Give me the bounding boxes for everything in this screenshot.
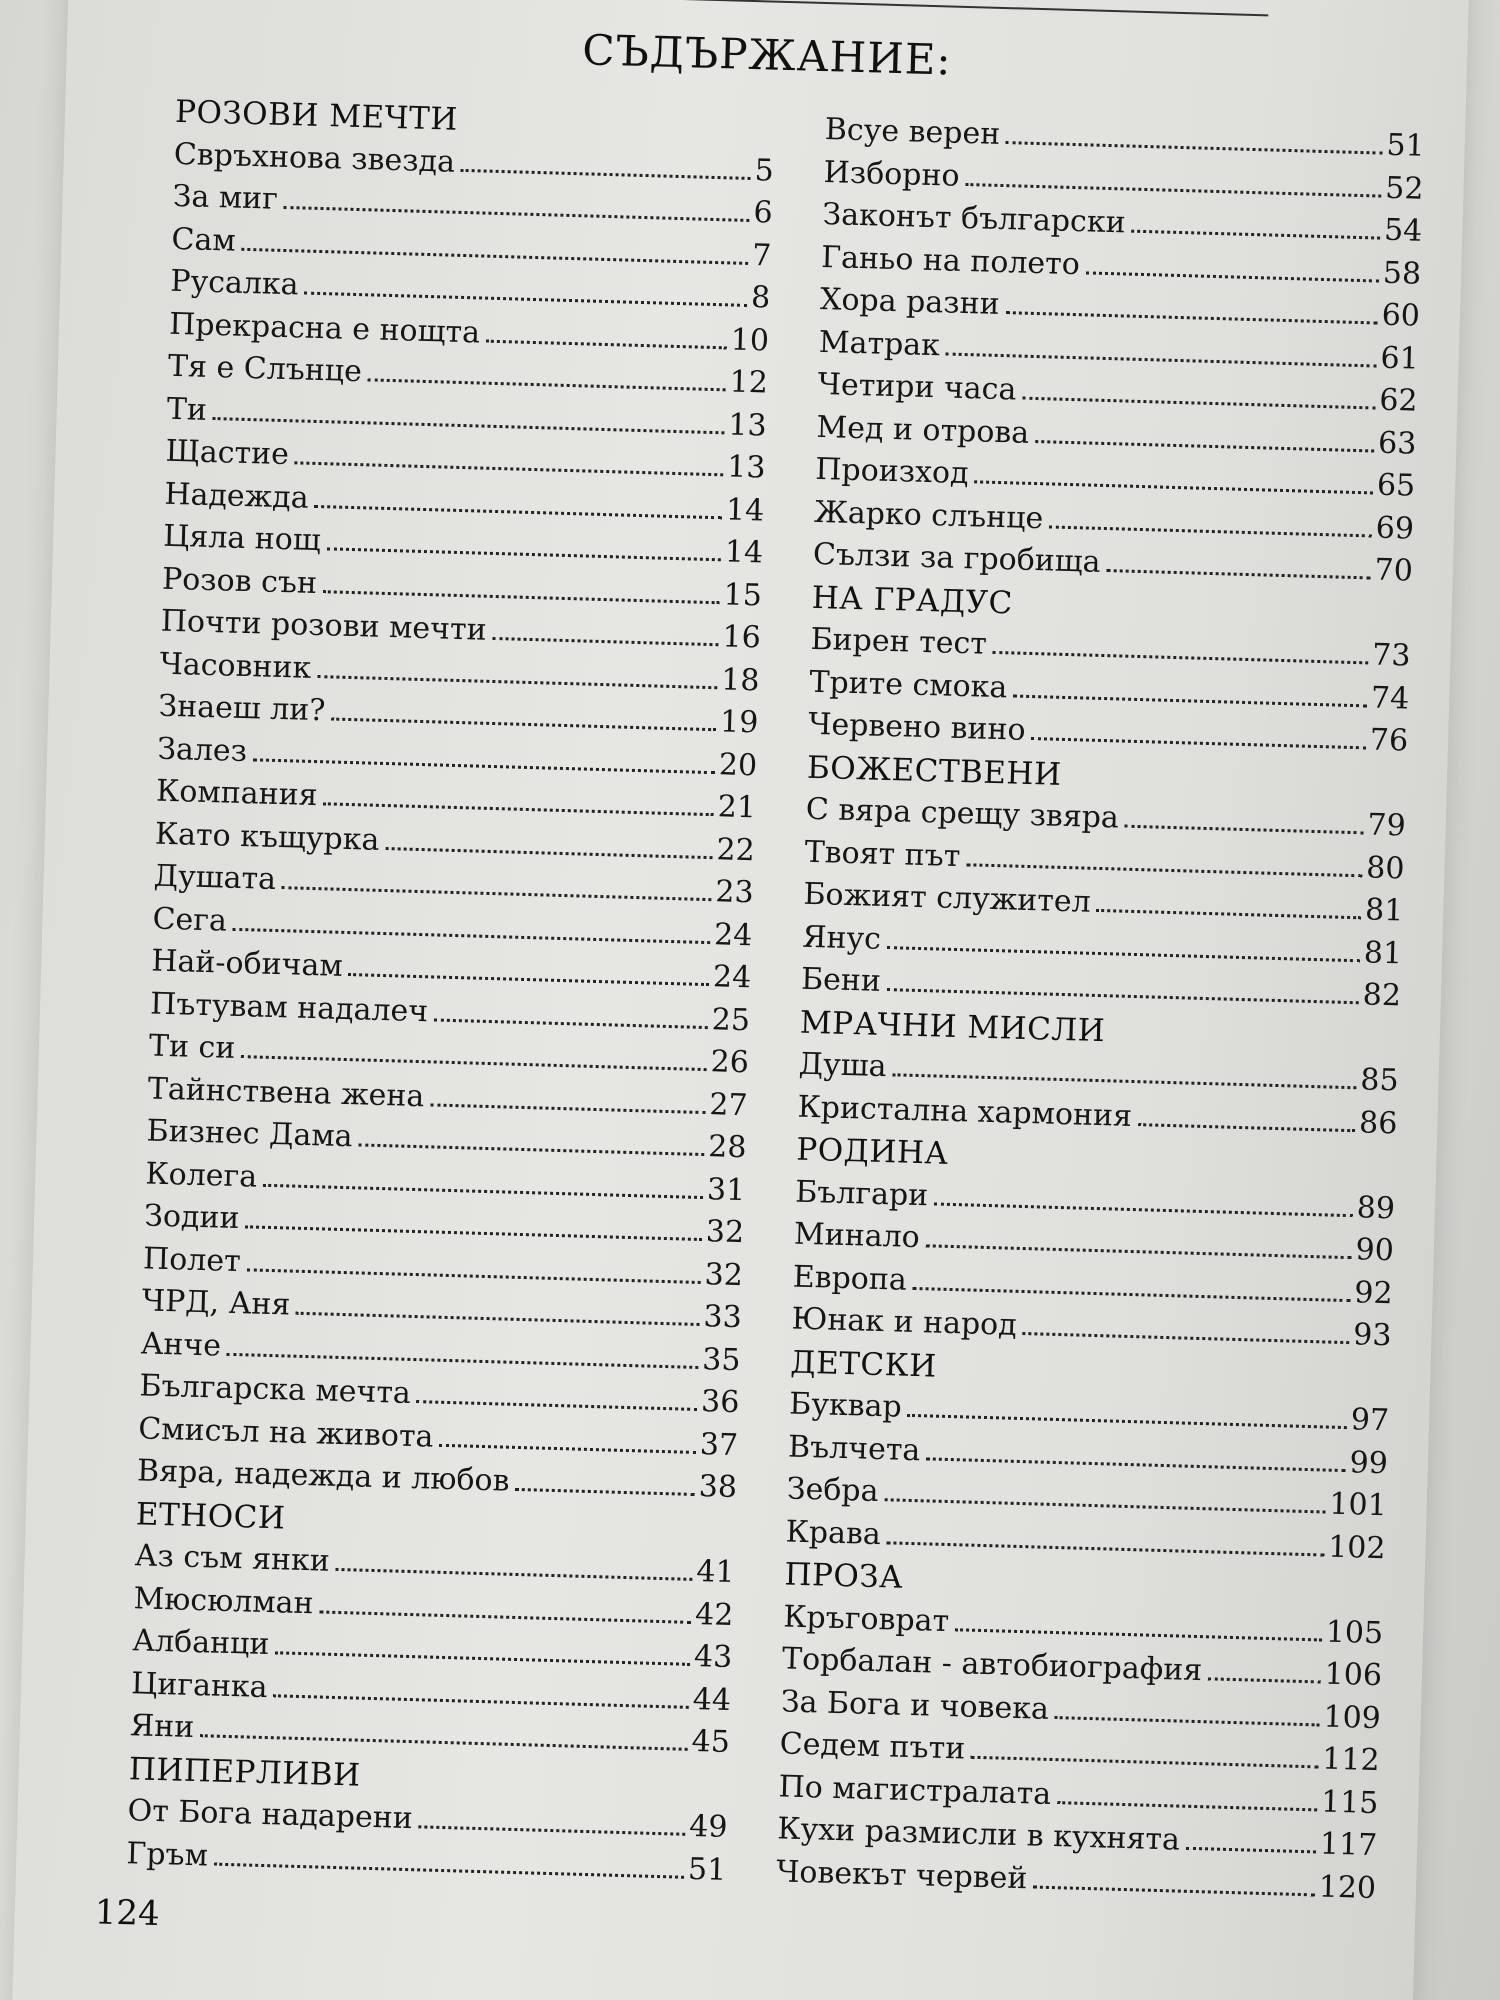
toc-dot-leader bbox=[430, 1103, 705, 1114]
header-rule bbox=[569, 0, 1269, 16]
toc-dot-leader bbox=[1055, 1716, 1320, 1726]
toc-entry-title: Червено вино bbox=[807, 706, 1027, 748]
toc-entry-page: 51 bbox=[687, 1851, 727, 1888]
toc-dot-leader bbox=[1186, 1847, 1316, 1854]
toc-entry-title: Сега bbox=[152, 901, 228, 939]
toc-entry-page: 7 bbox=[751, 237, 772, 274]
toc-dot-leader bbox=[358, 1143, 704, 1156]
toc-dot-leader bbox=[1057, 1801, 1317, 1811]
toc-entry-title: Пътувам надалеч bbox=[149, 986, 429, 1029]
toc-entry-title: Матрак bbox=[818, 324, 941, 363]
toc-entry-page: 49 bbox=[688, 1808, 728, 1845]
toc-entry-page: 120 bbox=[1318, 1869, 1377, 1906]
toc-entry-page: 112 bbox=[1321, 1741, 1381, 1779]
toc-entry-title: Бизнес Дама bbox=[146, 1113, 354, 1155]
toc-entry-page: 44 bbox=[692, 1681, 732, 1718]
toc-entry-page: 54 bbox=[1383, 212, 1423, 249]
toc-entry-page: 62 bbox=[1378, 382, 1419, 419]
toc-entry-page: 5 bbox=[754, 152, 775, 189]
toc-dot-leader bbox=[1033, 1885, 1314, 1896]
toc-entry-page: 16 bbox=[722, 619, 762, 656]
toc-dot-leader bbox=[319, 1610, 691, 1623]
toc-entry-page: 25 bbox=[711, 1001, 751, 1038]
toc-entry-page: 13 bbox=[727, 406, 768, 444]
toc-dot-leader bbox=[1005, 311, 1377, 324]
toc-dot-leader bbox=[884, 1498, 1325, 1513]
book-page bbox=[11, 0, 1470, 2000]
toc-entry-title: Бирен тест bbox=[810, 621, 988, 662]
toc-dot-leader bbox=[282, 886, 711, 901]
toc-entry-title: Хора разни bbox=[819, 281, 1001, 322]
toc-entry-page: 92 bbox=[1353, 1274, 1394, 1311]
toc-dot-leader bbox=[993, 651, 1368, 664]
toc-dot-leader bbox=[1035, 440, 1374, 452]
toc-dot-leader bbox=[966, 863, 1362, 877]
toc-entry-title: Сам bbox=[171, 221, 237, 259]
toc-entry-title: Аз съм янки bbox=[134, 1538, 331, 1579]
toc-entry-page: 117 bbox=[1319, 1826, 1378, 1864]
toc-entry-title: Законът български bbox=[822, 196, 1127, 241]
toc-entry-title: Компания bbox=[155, 773, 319, 814]
toc-dot-leader bbox=[296, 1312, 699, 1326]
toc-dot-leader bbox=[331, 717, 716, 731]
toc-entry-title: Българска мечта bbox=[139, 1368, 412, 1411]
toc-dot-leader bbox=[1208, 1677, 1321, 1683]
toc-dot-leader bbox=[1022, 397, 1375, 410]
toc-dot-leader bbox=[295, 461, 723, 476]
toc-entry-page: 76 bbox=[1369, 722, 1409, 759]
toc-section-heading: НА ГРАДУС bbox=[811, 579, 1014, 621]
toc-entry-title: Европа bbox=[792, 1259, 908, 1298]
toc-entry-title: Тайнствена жена bbox=[147, 1070, 425, 1114]
toc-left-column bbox=[126, 94, 776, 1895]
toc-dot-leader bbox=[326, 547, 720, 561]
toc-entry-title: Душата bbox=[153, 858, 277, 897]
toc-entry-title: Четири часа bbox=[817, 366, 1017, 408]
toc-dot-leader bbox=[965, 182, 1381, 197]
toc-dot-leader bbox=[887, 1541, 1325, 1556]
toc-entry-page: 42 bbox=[694, 1596, 734, 1633]
toc-entry-page: 90 bbox=[1355, 1232, 1395, 1269]
toc-dot-leader bbox=[925, 1244, 1351, 1259]
toc-entry-page: 13 bbox=[726, 449, 766, 486]
toc-entry-page: 36 bbox=[700, 1384, 740, 1421]
toc-entry-title: Жарко слънце bbox=[813, 494, 1044, 536]
toc-entry-title: Свръхнова звезда bbox=[173, 136, 456, 180]
toc-entry-page: 18 bbox=[720, 661, 760, 698]
toc-entry-page: 97 bbox=[1350, 1402, 1390, 1439]
toc-entry-page: 106 bbox=[1324, 1656, 1383, 1694]
toc-section-heading: ДЕТСКИ bbox=[789, 1344, 938, 1385]
toc-dot-leader bbox=[492, 637, 718, 646]
toc-entry-title: С вяра срещу звяра bbox=[805, 791, 1120, 836]
toc-dot-leader bbox=[214, 1862, 684, 1878]
toc-dot-leader bbox=[461, 168, 751, 179]
toc-entry-title: Кристална хармония bbox=[797, 1089, 1133, 1134]
toc-dot-leader bbox=[1096, 909, 1361, 919]
toc-dot-leader bbox=[926, 1457, 1345, 1472]
toc-entry-page: 81 bbox=[1363, 934, 1403, 971]
toc-dot-leader bbox=[946, 352, 1377, 367]
toc-entry-title: От Бога надарени bbox=[127, 1793, 414, 1837]
toc-entry-page: 79 bbox=[1367, 807, 1407, 844]
toc-entry-page: 15 bbox=[723, 576, 763, 613]
toc-dot-leader bbox=[1013, 694, 1367, 707]
toc-entry-title: Знаеш ли? bbox=[158, 688, 326, 729]
toc-entry-title: Часовник bbox=[159, 646, 312, 686]
toc-entry-page: 10 bbox=[730, 321, 770, 359]
toc-entry-title: Зодии bbox=[143, 1198, 240, 1237]
toc-entry-title: Буквар bbox=[788, 1386, 903, 1425]
toc-entry-page: 24 bbox=[713, 916, 753, 953]
toc-entry-title: Надежда bbox=[163, 476, 310, 516]
toc-entry-title: Прекрасна е нощта bbox=[168, 306, 481, 350]
toc-entry-title: Душа bbox=[798, 1046, 888, 1085]
toc-dot-leader bbox=[200, 1734, 687, 1751]
toc-entry-page: 85 bbox=[1359, 1062, 1400, 1099]
toc-entry-page: 6 bbox=[752, 195, 774, 231]
toc-entry-title: Твоят път bbox=[804, 834, 961, 874]
toc-entry-title: Торбалан - автобиография bbox=[781, 1641, 1203, 1689]
toc-entry-title: Трите смока bbox=[808, 664, 1008, 705]
toc-dot-leader bbox=[348, 973, 708, 986]
toc-entry-page: 89 bbox=[1356, 1189, 1396, 1226]
toc-entry-page: 23 bbox=[714, 874, 755, 911]
toc-dot-leader bbox=[1138, 1123, 1355, 1132]
toc-entry-page: 93 bbox=[1352, 1317, 1392, 1354]
toc-entry-page: 101 bbox=[1328, 1486, 1388, 1524]
toc-dot-leader bbox=[233, 927, 710, 943]
toc-entry-title: Цяла нощ bbox=[162, 518, 322, 559]
toc-entry-page: 45 bbox=[691, 1723, 731, 1760]
toc-entry-title: Българи bbox=[794, 1174, 929, 1213]
toc-dot-leader bbox=[1086, 271, 1379, 282]
toc-entry-page: 65 bbox=[1376, 467, 1416, 504]
toc-dot-leader bbox=[241, 1055, 706, 1071]
toc-entry-page: 21 bbox=[717, 789, 757, 826]
toc-entry-page: 32 bbox=[704, 1256, 744, 1293]
toc-entry-title: Яни bbox=[129, 1708, 195, 1746]
toc-dot-leader bbox=[263, 1183, 703, 1198]
toc-dot-leader bbox=[887, 946, 1360, 962]
toc-entry-title: Розов сън bbox=[161, 561, 318, 601]
toc-entry-page: 73 bbox=[1371, 637, 1411, 674]
toc-dot-leader bbox=[253, 758, 715, 774]
toc-entry-page: 24 bbox=[712, 959, 752, 996]
toc-entry-title: Янус bbox=[801, 919, 882, 957]
toc-entry-title: Юнак и народ bbox=[791, 1301, 1018, 1343]
toc-entry-page: 60 bbox=[1381, 297, 1421, 334]
toc-dot-leader bbox=[417, 1400, 697, 1411]
toc-entry-title: ЧРД, Аня bbox=[141, 1283, 291, 1323]
toc-entry-page: 41 bbox=[695, 1554, 736, 1591]
toc-section-heading: ПРОЗА bbox=[784, 1556, 904, 1596]
toc-dot-leader bbox=[241, 247, 748, 264]
toc-entry-title: Мед и отрова bbox=[816, 409, 1030, 451]
toc-entry-title: Като къщурка bbox=[154, 816, 380, 858]
toc-entry-title: Полет bbox=[142, 1240, 242, 1279]
toc-entry-title: Произход bbox=[814, 451, 970, 492]
toc-dot-leader bbox=[1022, 1332, 1349, 1344]
toc-dot-leader bbox=[1106, 569, 1370, 579]
toc-entry-page: 22 bbox=[716, 831, 756, 868]
toc-entry-title: Тя е Слънце bbox=[167, 348, 363, 390]
toc-entry-title: Албанци bbox=[131, 1623, 270, 1663]
toc-entry-page: 109 bbox=[1323, 1699, 1382, 1736]
toc-entry-title: Щастие bbox=[165, 433, 290, 473]
toc-entry-page: 69 bbox=[1375, 510, 1415, 547]
toc-section-heading: БОЖЕСТВЕНИ bbox=[806, 749, 1063, 793]
toc-entry-title: Залез bbox=[156, 731, 248, 769]
toc-dot-leader bbox=[304, 292, 747, 307]
toc-entry-title: За Бога и човека bbox=[780, 1683, 1050, 1727]
toc-entry-page: 14 bbox=[725, 491, 765, 528]
toc-entry-page: 115 bbox=[1320, 1784, 1379, 1821]
toc-dot-leader bbox=[227, 1352, 698, 1368]
toc-dot-leader bbox=[955, 1628, 1322, 1641]
toc-entry-title: Минало bbox=[793, 1216, 921, 1256]
toc-dot-leader bbox=[892, 1073, 1356, 1089]
toc-entry-title: Всуе верен bbox=[824, 112, 1001, 152]
toc-dot-leader bbox=[213, 417, 725, 434]
toc-entry-title: Ганьо на полето bbox=[820, 239, 1081, 282]
toc-dot-leader bbox=[486, 339, 727, 349]
toc-dot-leader bbox=[314, 504, 722, 518]
toc-entry-title: Анче bbox=[140, 1325, 222, 1364]
toc-entry-title: Сълзи за гробища bbox=[812, 536, 1102, 580]
toc-dot-leader bbox=[275, 1651, 690, 1666]
toc-entry-page: 31 bbox=[706, 1171, 746, 1208]
toc-entry-page: 33 bbox=[703, 1299, 743, 1336]
toc-entry-title: По магистралата bbox=[778, 1768, 1052, 1812]
toc-dot-leader bbox=[1031, 737, 1365, 749]
toc-dot-leader bbox=[1006, 141, 1382, 155]
toc-dot-leader bbox=[907, 1414, 1346, 1429]
toc-dot-leader bbox=[336, 1568, 693, 1581]
toc-section-heading: РОДИНА bbox=[795, 1131, 949, 1172]
toc-dot-leader bbox=[887, 988, 1359, 1004]
toc-dot-leader bbox=[385, 847, 712, 859]
toc-entry-title: Мюсюлман bbox=[133, 1580, 315, 1621]
toc-entry-title: Божият служител bbox=[803, 876, 1092, 920]
toc-dot-leader bbox=[323, 590, 720, 604]
toc-entry-title: Колега bbox=[144, 1155, 258, 1195]
toc-dot-leader bbox=[418, 1825, 685, 1835]
toc-entry-page: 14 bbox=[724, 534, 764, 571]
toc-entry-title: Кухи размисли в кухнята bbox=[776, 1811, 1181, 1858]
toc-dot-leader bbox=[317, 675, 717, 689]
toc-entry-page: 61 bbox=[1380, 340, 1420, 377]
toc-entry-title: За миг bbox=[172, 178, 279, 217]
toc-dot-leader bbox=[912, 1286, 1350, 1301]
toc-right-column bbox=[776, 112, 1426, 1913]
toc-entry-page: 70 bbox=[1374, 552, 1414, 589]
toc-section-heading: МРАЧНИ МИСЛИ bbox=[799, 1004, 1106, 1049]
toc-entry-page: 20 bbox=[718, 746, 758, 783]
toc-dot-leader bbox=[439, 1443, 696, 1453]
toc-entry-page: 35 bbox=[701, 1341, 741, 1378]
toc-entry-title: Гръм bbox=[126, 1835, 209, 1873]
toc-entry-page: 52 bbox=[1384, 170, 1424, 207]
toc-section-heading: ПИПЕРЛИВИ bbox=[128, 1750, 362, 1794]
toc-entry-page: 51 bbox=[1386, 127, 1426, 164]
toc-entry-title: Русалка bbox=[169, 263, 300, 303]
toc-entry-page: 99 bbox=[1349, 1444, 1389, 1481]
toc-entry-title: Циганка bbox=[130, 1665, 269, 1705]
toc-entry-page: 82 bbox=[1362, 977, 1402, 1014]
toc-entry-title: Седем пъти bbox=[779, 1726, 966, 1767]
toc-entry-title: Ти bbox=[166, 391, 208, 428]
toc-dot-leader bbox=[515, 1488, 694, 1496]
toc-entry-title: Вяра, надежда и любов bbox=[136, 1453, 510, 1499]
toc-entry-page: 38 bbox=[698, 1469, 738, 1506]
toc-entry-title: Крава bbox=[785, 1513, 882, 1552]
toc-dot-leader bbox=[434, 1018, 708, 1029]
toc-entry-title: Смисъл на живота bbox=[137, 1410, 434, 1455]
toc-entry-page: 105 bbox=[1325, 1614, 1384, 1651]
toc-dot-leader bbox=[246, 1268, 700, 1284]
toc-entry-page: 81 bbox=[1364, 892, 1404, 929]
toc-dot-leader bbox=[284, 206, 750, 222]
toc-dot-leader bbox=[1125, 825, 1364, 835]
toc-dot-leader bbox=[273, 1694, 688, 1709]
toc-entry-title: Изборно bbox=[823, 154, 961, 194]
toc-entry-page: 26 bbox=[710, 1044, 750, 1081]
toc-entry-page: 12 bbox=[729, 364, 769, 401]
toc-section-heading: ЕТНОСИ bbox=[135, 1495, 286, 1536]
toc-section-heading: РОЗОВИ МЕЧТИ bbox=[174, 93, 459, 138]
toc-entry-title: Ти си bbox=[148, 1028, 236, 1066]
toc-dot-leader bbox=[245, 1225, 701, 1241]
toc-entry-page: 19 bbox=[719, 704, 759, 741]
toc-entry-page: 58 bbox=[1382, 255, 1422, 292]
toc-entry-page: 8 bbox=[750, 280, 771, 316]
toc-entry-page: 102 bbox=[1327, 1529, 1386, 1566]
toc-dot-leader bbox=[368, 378, 726, 391]
toc-entry-page: 27 bbox=[708, 1086, 749, 1123]
toc-dot-leader bbox=[934, 1202, 1353, 1217]
toc-entry-title: Кръговрат bbox=[782, 1598, 950, 1639]
toc-entry-page: 86 bbox=[1358, 1104, 1398, 1141]
toc-entry-title: Най-обичам bbox=[150, 943, 344, 984]
toc-entry-page: 32 bbox=[705, 1214, 745, 1251]
toc-dot-leader bbox=[323, 802, 713, 816]
toc-dot-leader bbox=[1131, 230, 1380, 240]
toc-entry-page: 63 bbox=[1377, 425, 1417, 462]
toc-entry-title: Зебра bbox=[786, 1471, 879, 1510]
toc-entry-page: 80 bbox=[1365, 849, 1405, 886]
toc-entry-title: Човекът червей bbox=[775, 1853, 1028, 1896]
toc-entry-page: 74 bbox=[1370, 680, 1410, 717]
toc-title: СЪДЪРЖАНИЕ: bbox=[581, 25, 953, 85]
toc-entry-page: 28 bbox=[707, 1129, 747, 1166]
toc-entry-title: Вълчета bbox=[787, 1429, 921, 1468]
toc-dot-leader bbox=[971, 1756, 1318, 1769]
toc-entry-title: Бени bbox=[800, 961, 882, 999]
toc-entry-page: 43 bbox=[693, 1638, 733, 1676]
toc-entry-title: Почти розови мечти bbox=[160, 603, 488, 648]
toc-dot-leader bbox=[1049, 525, 1372, 537]
toc-entry-page: 37 bbox=[699, 1426, 739, 1463]
toc-dot-leader bbox=[974, 480, 1372, 494]
page-number: 124 bbox=[94, 1892, 161, 1935]
